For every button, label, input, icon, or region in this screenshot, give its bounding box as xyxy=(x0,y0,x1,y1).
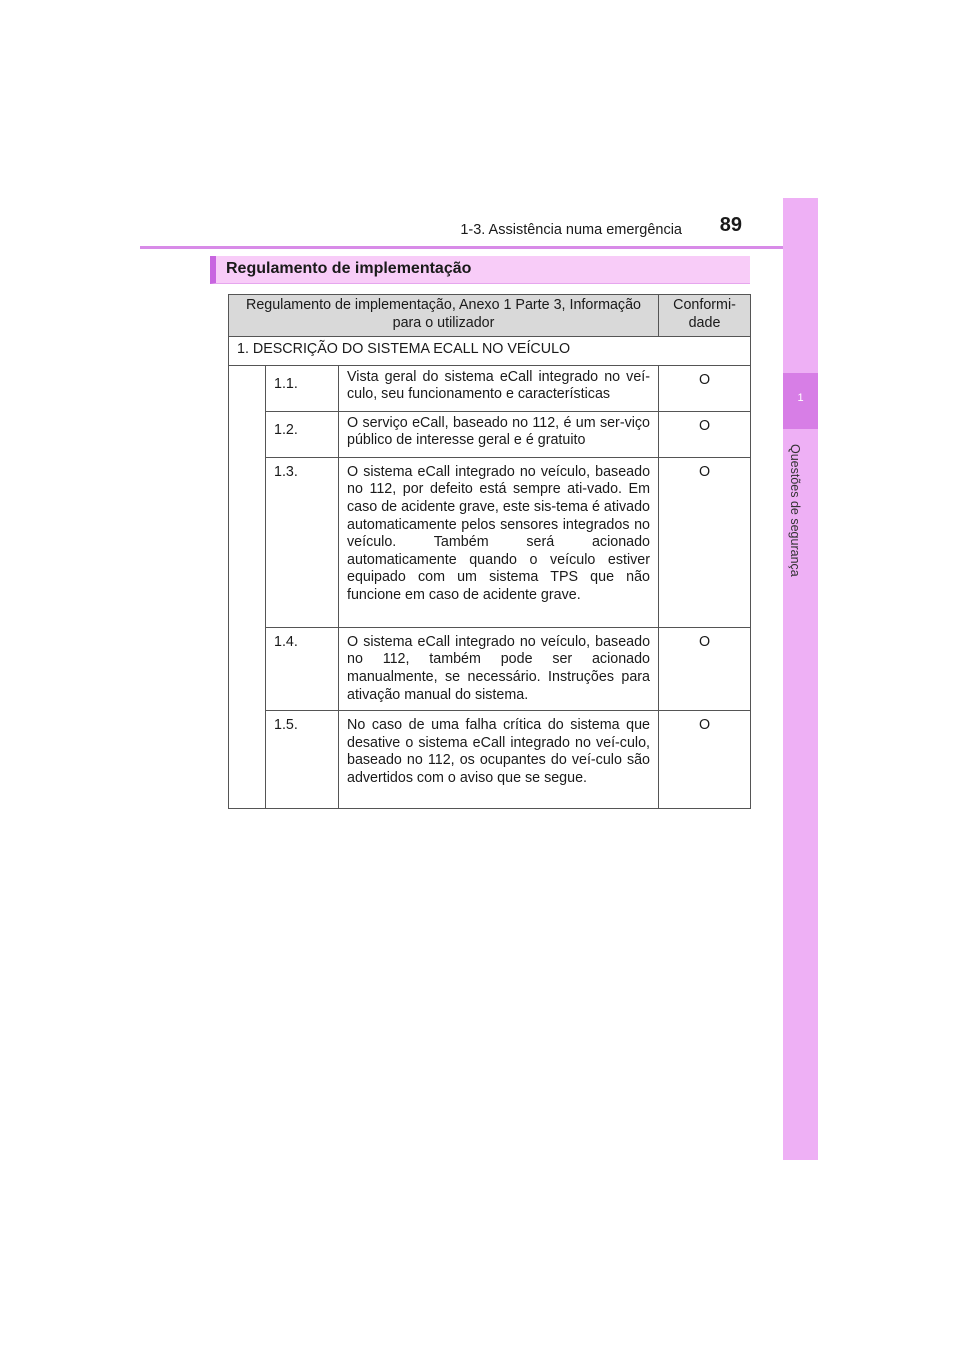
row-text: Vista geral do sistema eCall integrado no veí-culo, seu funcionamento e características xyxy=(339,365,659,411)
table-header-row xyxy=(229,295,751,337)
chapter-number: 1 xyxy=(797,392,804,404)
table-group-row xyxy=(229,337,751,366)
table-header-left: Regulamento de implementação, Anexo 1 Parte 3, Informação para o utilizador xyxy=(229,295,659,337)
row-conformity: O xyxy=(659,411,751,457)
row-number: 1.5. xyxy=(266,711,339,809)
table-row xyxy=(229,365,751,411)
section-path: 1-3. Assistência numa emergência xyxy=(460,222,682,238)
row-conformity: O xyxy=(659,457,751,627)
row-text: O sistema eCall integrado no veículo, baseado no 112, também pode ser acionado manualmente, se necessário. Instruções para ativação manual do sistema. xyxy=(339,627,659,710)
page-number: 89 xyxy=(719,214,742,236)
row-number: 1.1. xyxy=(266,365,339,411)
chapter-label: Questões de segurança xyxy=(788,444,802,577)
row-conformity: O xyxy=(659,711,751,809)
section-heading-text: Regulamento de implementação xyxy=(226,260,472,277)
page-header xyxy=(140,212,818,249)
row-number: 1.2. xyxy=(266,411,339,457)
row-number: 1.4. xyxy=(266,627,339,710)
row-conformity: O xyxy=(659,365,751,411)
table-row xyxy=(229,627,751,710)
row-text: No caso de uma falha crítica do sistema que desative o sistema eCall integrado no veí-culo, baseado no 112, os ocupantes do veí-culo são advertidos com o aviso que se segue. xyxy=(339,711,659,809)
section-heading xyxy=(210,256,750,284)
table-header-right: Conformi-dade xyxy=(659,295,751,337)
chapter-side-tab xyxy=(783,198,818,1160)
table-row xyxy=(229,457,751,627)
row-text: O serviço eCall, baseado no 112, é um ser-viço público de interesse geral e é gratuito xyxy=(339,411,659,457)
regulation-table xyxy=(228,294,751,809)
table-row xyxy=(229,711,751,809)
table-group-title: 1. DESCRIÇÃO DO SISTEMA ECALL NO VEÍCULO xyxy=(229,337,751,366)
table-indent-cell xyxy=(229,365,266,808)
table-row xyxy=(229,411,751,457)
row-text: O sistema eCall integrado no veículo, baseado no 112, por defeito está sempre ati-vado. Em caso de acidente grave, este sis-tema é ativado automaticamente pelos sensores integrados no veículo. Também será acionado automaticamente quando o veículo estiver equipado com um sistema TPS que não funcione em caso de acidente grave. xyxy=(339,457,659,627)
row-conformity: O xyxy=(659,627,751,710)
row-number: 1.3. xyxy=(266,457,339,627)
